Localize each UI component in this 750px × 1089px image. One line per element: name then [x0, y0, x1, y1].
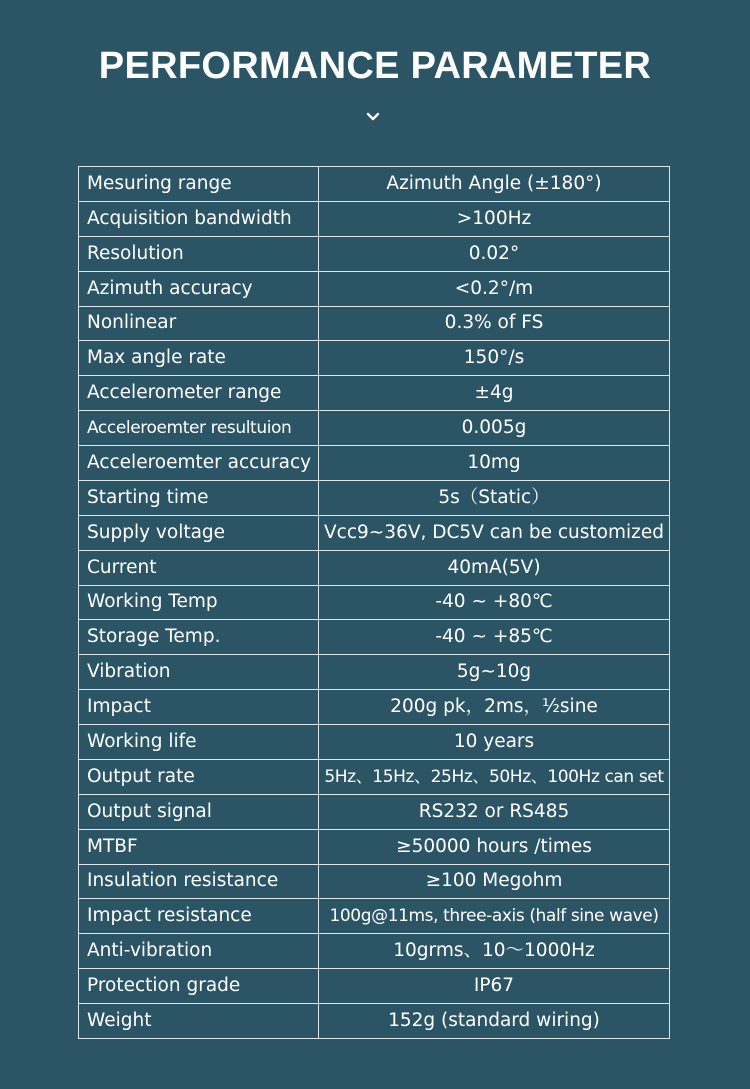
parameter-name: Anti-vibration: [79, 934, 319, 969]
table-row: [79, 376, 670, 411]
parameter-value: 0.3% of FS: [319, 306, 670, 341]
table-row: [79, 1004, 670, 1039]
parameter-name: Working life: [79, 725, 319, 760]
table-row: [79, 271, 670, 306]
parameter-value: 150°/s: [319, 341, 670, 376]
parameter-name: Storage Temp.: [79, 620, 319, 655]
parameter-name: Mesuring range: [79, 167, 319, 202]
parameter-value: Vcc9~36V, DC5V can be customized: [319, 515, 670, 550]
table-row: [79, 864, 670, 899]
parameter-value: 5g~10g: [319, 655, 670, 690]
parameter-name: Current: [79, 550, 319, 585]
parameter-value: 10grms、10～1000Hz: [319, 934, 670, 969]
table-row: [79, 759, 670, 794]
table-row: [79, 620, 670, 655]
table-row: [79, 306, 670, 341]
parameter-value: Azimuth Angle (±180°): [319, 167, 670, 202]
parameter-value: 5s（Static）: [319, 480, 670, 515]
parameter-name: Insulation resistance: [79, 864, 319, 899]
table-row: [79, 515, 670, 550]
parameter-name: Max angle rate: [79, 341, 319, 376]
parameter-value: -40 ~ +80℃: [319, 585, 670, 620]
parameter-value: 0.02°: [319, 236, 670, 271]
parameter-value: 40mA(5V): [319, 550, 670, 585]
parameter-value: 5Hz、15Hz、25Hz、50Hz、100Hz can set: [319, 759, 670, 794]
parameter-value: 152g (standard wiring): [319, 1004, 670, 1039]
parameter-name: Impact resistance: [79, 899, 319, 934]
parameter-name: Azimuth accuracy: [79, 271, 319, 306]
table-row: [79, 585, 670, 620]
table-row: [79, 341, 670, 376]
parameter-name: Weight: [79, 1004, 319, 1039]
parameter-name: Acquisition bandwidth: [79, 201, 319, 236]
table-row: [79, 899, 670, 934]
parameter-value: 0.005g: [319, 411, 670, 446]
table-row: [79, 690, 670, 725]
table-row: [79, 794, 670, 829]
parameter-value: 100g@11ms, three-axis (half sine wave): [319, 899, 670, 934]
parameter-name: Vibration: [79, 655, 319, 690]
table-row: [79, 655, 670, 690]
parameter-value: 10 years: [319, 725, 670, 760]
parameter-value: >100Hz: [319, 201, 670, 236]
table-row: [79, 829, 670, 864]
parameter-value: 200g pk，2ms，½sine: [319, 690, 670, 725]
parameter-name: Supply voltage: [79, 515, 319, 550]
parameter-value: <0.2°/m: [319, 271, 670, 306]
table-row: [79, 236, 670, 271]
page-title: PERFORMANCE PARAMETER: [98, 45, 652, 87]
table-row: [79, 550, 670, 585]
table-row: [79, 969, 670, 1004]
parameter-value: IP67: [319, 969, 670, 1004]
parameter-name: MTBF: [79, 829, 319, 864]
parameter-name: Resolution: [79, 236, 319, 271]
table-row: [79, 480, 670, 515]
table-row: [79, 411, 670, 446]
parameter-name: Output signal: [79, 794, 319, 829]
table-row: [79, 201, 670, 236]
parameter-name: Starting time: [79, 480, 319, 515]
parameter-table: [78, 166, 670, 1039]
table-row: [79, 446, 670, 481]
parameter-name: Impact: [79, 690, 319, 725]
parameter-value: 10mg: [319, 446, 670, 481]
parameter-name: Protection grade: [79, 969, 319, 1004]
parameter-name: Acceleroemter accuracy: [79, 446, 319, 481]
parameter-name: Accelerometer range: [79, 376, 319, 411]
parameter-value: ±4g: [319, 376, 670, 411]
table-row: [79, 167, 670, 202]
parameter-name: Working Temp: [79, 585, 319, 620]
parameter-name: Acceleroemter resultuion: [79, 411, 319, 446]
parameter-value: RS232 or RS485: [319, 794, 670, 829]
chevron-down-icon: [366, 111, 380, 123]
parameter-value: ≥50000 hours /times: [319, 829, 670, 864]
parameter-name: Nonlinear: [79, 306, 319, 341]
parameter-value: ≥100 Megohm: [319, 864, 670, 899]
table-row: [79, 934, 670, 969]
table-row: [79, 725, 670, 760]
parameter-value: -40 ~ +85℃: [319, 620, 670, 655]
parameter-name: Output rate: [79, 759, 319, 794]
